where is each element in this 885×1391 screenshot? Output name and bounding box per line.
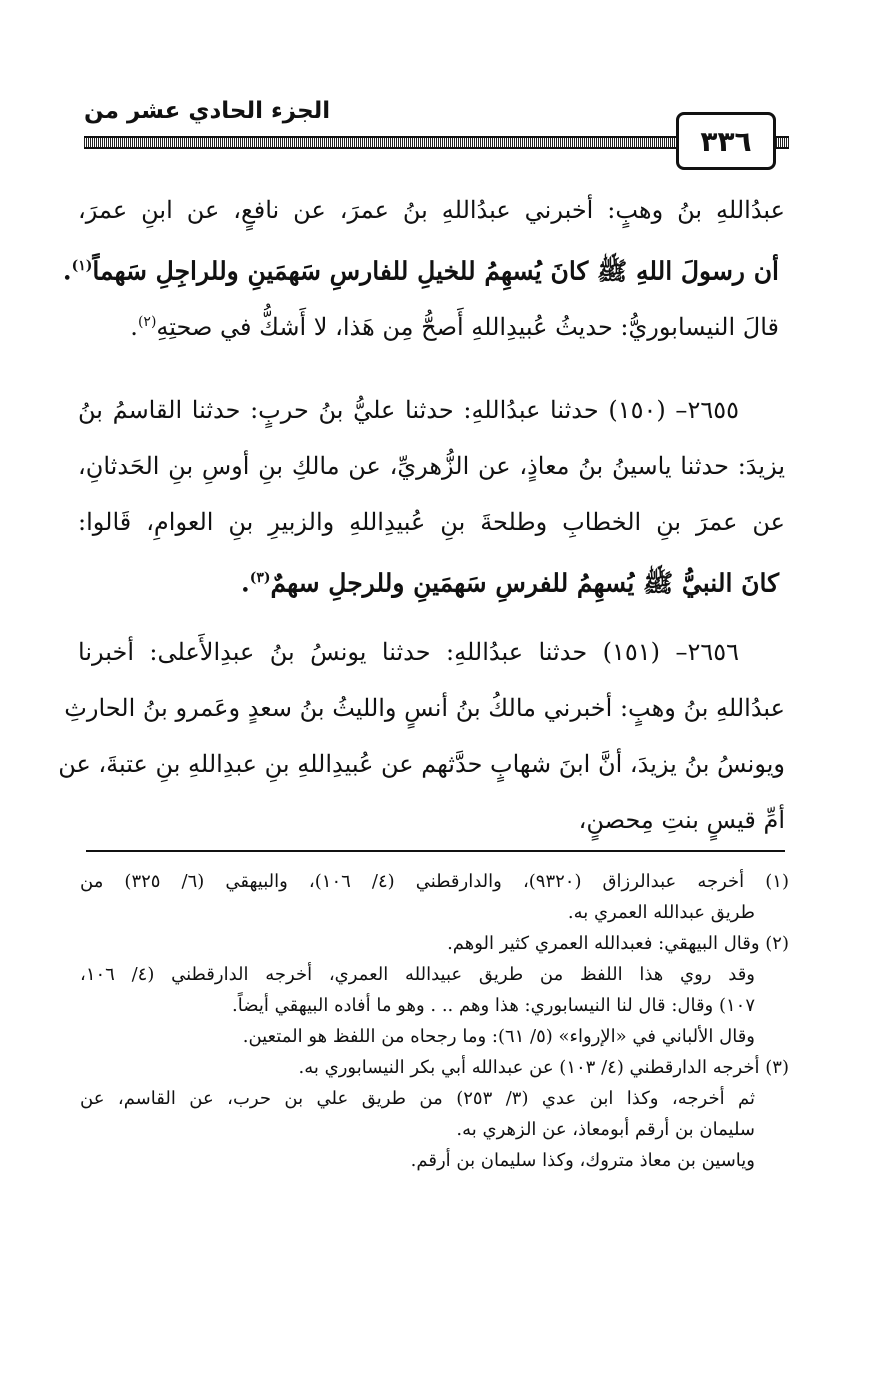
text-line-10: ويونسُ بنُ يزيدَ، أنَّ ابنَ شهابٍ حدَّثهم عن عُبيدِاللهِ بنِ عبدِاللهِ بنِ عتبةَ، عن: [58, 750, 785, 778]
footnote-2-line-2: وقد روي هذا اللفظ من طريق عبيدالله العمري، أخرجه الدارقطني (٤/ ١٠٦،: [80, 964, 755, 985]
footnote-ref-1: (١): [71, 258, 93, 274]
footnote-1-line-1: (١) أخرجه عبدالرزاق (٩٣٢٠)، والدارقطني (٤/ ١٠٦)، والبيهقي (٦/ ٣٢٥) من: [80, 871, 789, 892]
footnote-3-line-1: (٣) أخرجه الدارقطني (٤/ ١٠٣) عن عبدالله أبي بكر النيسابوري به.: [298, 1057, 789, 1078]
running-title: الجزء الحادي عشر من: [84, 98, 331, 124]
text-line-6: عن عمرَ بنِ الخطابِ وطلحةَ بنِ عُبيدِاللهِ والزبيرِ بنِ العوامِ، قَالوا:: [78, 508, 785, 536]
footnote-3-line-3: سليمان بن أرقم أبومعاذ، عن الزهري به.: [456, 1119, 755, 1140]
page-number: ٣٣٦: [676, 112, 776, 170]
footnote-1-line-2: طريق عبدالله العمري به.: [567, 902, 755, 923]
text-line-9: عبدُاللهِ بنُ وهبٍ: أخبرني مالكُ بنُ أنسٍ والليثُ بنُ سعدٍ وعَمرو بنُ الحارثِ: [64, 694, 785, 722]
footnote-2-line-3: ١٠٧) وقال: قال لنا النيسابوري: هذا وهم .. . وهو ما أفاده البيهقي أيضاً.: [232, 995, 755, 1016]
footnote-2-line-1: (٢) وقال البيهقي: فعبدالله العمري كثير الوهم.: [447, 933, 789, 954]
quote-text: أن رسولَ اللهِ ﷺ كانَ يُسهِمُ للخيلِ للفارسِ سَهمَينِ وللراجِلِ سَهماً: [92, 256, 779, 286]
text-line-1: عبدُاللهِ بنُ وهبٍ: أخبرني عبدُاللهِ بنُ عمرَ، عن نافعٍ، عن ابنِ عمرَ،: [78, 196, 785, 224]
text-line-11: أمِّ قيسٍ بنتِ مِحصنٍ،: [578, 806, 785, 834]
hadith-2656: [58, 624, 785, 848]
footnote-3-line-2: ثم أخرجه، وكذا ابن عدي (٣/ ٢٥٣) من طريق علي بن حرب، عن القاسم، عن: [80, 1088, 755, 1109]
text-line-8: ٢٦٥٦– (١٥١) حدثنا عبدُاللهِ: حدثنا يونسُ بنُ عبدِالأَعلى: أخبرنا: [78, 638, 740, 666]
hadith-quote-1: [62, 238, 785, 294]
statement-text: قالَ النيسابوريُّ: حديثُ عُبيدِاللهِ أَصحُّ مِن هَذا، لا أَشكُّ في صحتِهِ: [156, 313, 779, 341]
footnote-ref-3: (٣): [249, 570, 271, 586]
main-text: [62, 182, 785, 350]
footnote-2-line-4: وقال الألباني في «الإرواء» (٥/ ٦١): وما رجحاه من اللفظ هو المتعين.: [242, 1026, 755, 1047]
quote-period: .: [240, 568, 250, 598]
statement-period: .: [130, 313, 138, 341]
footnote-ref-2: (٢): [137, 314, 157, 330]
footnotes: [80, 866, 789, 1176]
footnote-divider: [86, 850, 785, 852]
hadith-quote-2: [78, 550, 785, 606]
footnote-3-line-4: وياسين بن معاذ متروك، وكذا سليمان بن أرقم.: [410, 1150, 755, 1171]
hadith-2655: [78, 382, 785, 606]
text-line-4: ٢٦٥٥– (١٥٠) حدثنا عبدُاللهِ: حدثنا عليُّ بنُ حربٍ: حدثنا القاسمُ بنُ: [78, 396, 739, 424]
text-line-5: يزيدَ: حدثنا ياسينُ بنُ معاذٍ، عن الزُّهريِّ، عن مالكِ بنِ أوسِ بنِ الحَدثانِ،: [78, 452, 785, 480]
quote-period: .: [62, 256, 72, 286]
text-line-3: [78, 294, 785, 350]
quote-text: كانَ النبيُّ ﷺ يُسهِمُ للفرسِ سَهمَينِ وللرجلِ سهمٌ: [270, 568, 779, 598]
